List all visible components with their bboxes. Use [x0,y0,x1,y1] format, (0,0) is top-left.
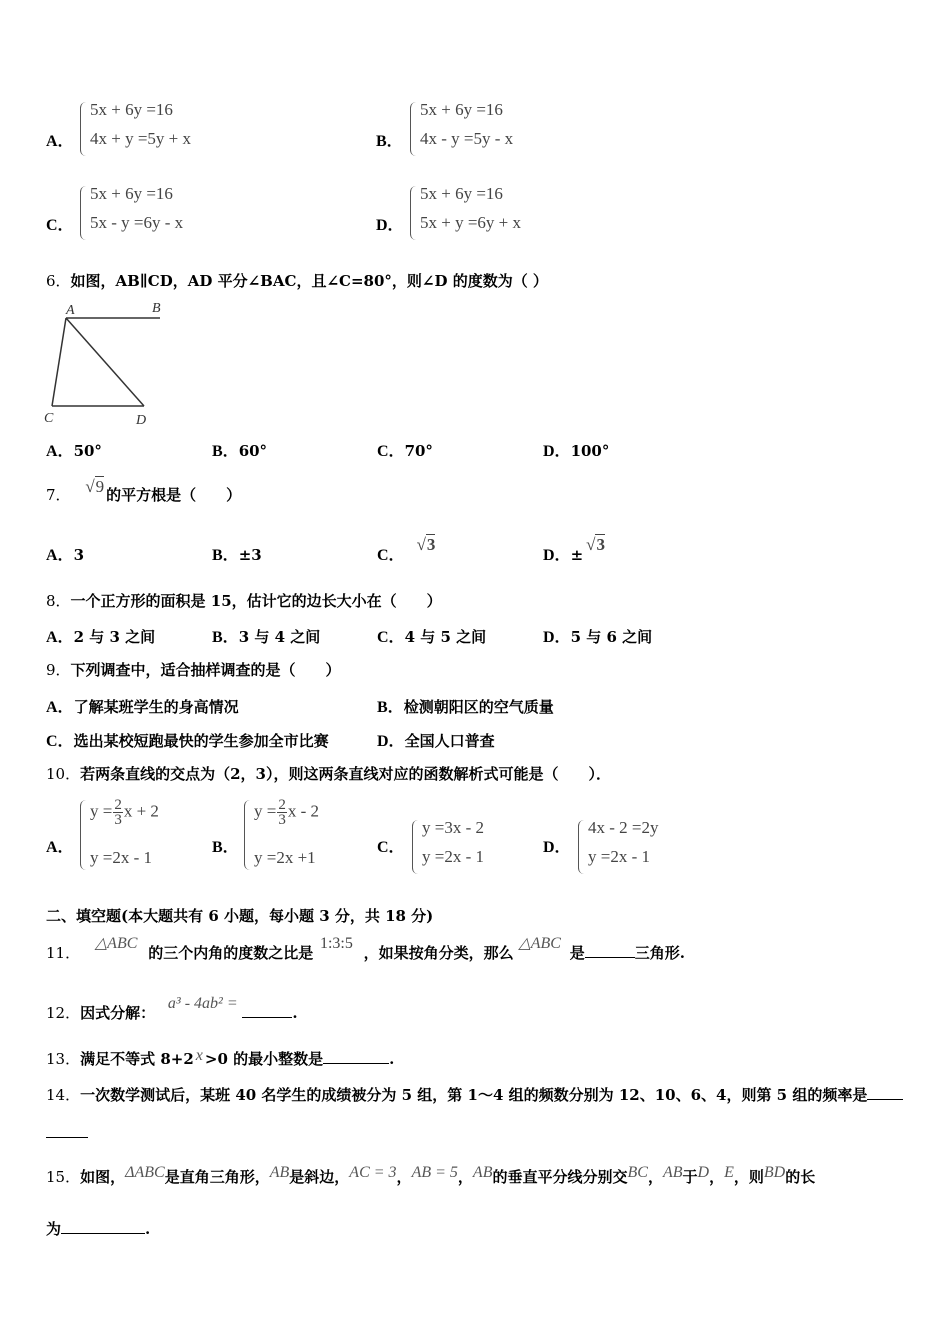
q10-d-eq2: y =2x - 1 [588,847,650,866]
q6-option-a: A．50° [46,442,102,460]
q10-d-eq1: 4x - 2 =2y [588,818,659,837]
answer-blank[interactable] [585,942,635,958]
q5-option-c-label: C． [46,217,74,234]
q6-number: 6． [46,272,71,290]
q6-option-b: B．60° [212,442,268,460]
q5-c-eq1: 5x + 6y =16 [90,184,173,203]
q5-a-eq2: 4x + y =5y + x [90,129,192,148]
q15: 15．如图，ΔABC是直角三角形，AB是斜边，AC = 3，AB = 5，AB的垂直平分线分别交BC，AB于D，E，则BD的长 [46,1164,816,1186]
q5-option-a-label: A． [46,133,74,150]
q8-option-b: B．3 与 4 之间 [212,628,321,646]
q8-stem [46,590,442,611]
q11: 11． △ABC 的三个内角的度数之比是 1:3:5 ，如果按角分类，那么 △ABC 是 三角形. [46,935,686,962]
q5-option-b-label: B． [376,133,403,150]
q5-a-eq1: 5x + 6y =16 [90,100,173,119]
label-c: C [44,411,54,426]
q8-option-c: C．4 与 5 之间 [377,628,487,646]
label-a: A [66,303,75,318]
q10-option-b-label: B． [212,839,239,856]
q5-c-eq2: 5x - y =6y - x [90,213,184,232]
sqrt-9: √9 [85,477,105,496]
q7-option-c: C．√3 [377,535,436,564]
q6-stem [46,270,548,291]
q10-option-a-label: A． [46,839,74,856]
q10-c-eq2: y =2x - 1 [422,847,484,866]
q10-number: 10． [46,765,81,783]
q15-cont: 为 . [46,1220,151,1238]
q14-blank-cont[interactable] [46,1122,88,1142]
q10-option-c-label: C． [377,839,405,856]
factor-expression: a³ - 4ab² = [167,995,238,1012]
q6-option-d: D．100° [543,442,610,460]
q6-option-c: C．70° [377,442,433,460]
q9-option-a: A．了解某班学生的身高情况 [46,698,239,716]
q7-option-d: D．±√3 [543,535,605,564]
q10-c-eq1: y =3x - 2 [422,818,484,837]
section-title: 二、填空题(本大题共有 6 小题，每小题 3 分，共 18 分) [46,907,434,925]
ratio: 1:3:5 [319,935,353,952]
label-d: D [136,413,147,428]
label-b: B [152,301,161,316]
q5-option-d-label: D． [376,217,404,234]
q6-text: 如图，AB∥CD，AD 平分∠BAC，且∠C=80°，则∠D 的度数为（ ） [70,272,548,290]
answer-blank[interactable] [867,1084,903,1100]
q5-b-eq2: 4x - y =5y - x [420,129,514,148]
q10-stem [46,763,611,784]
q6-figure [40,298,170,430]
q10-a-eq1: y = $\frac{2}{3}$ x + 2 [90,797,159,828]
sqrt-3: √3 [586,535,605,554]
q14: 14．一次数学测试后，某班 40 名学生的成绩被分为 5 组，第 1～4 组的频数分别为 12、10、6、4，则第 5 组的频率是 [46,1084,903,1105]
q10-b-eq2: y =2x +1 [254,848,316,867]
q7-number: 7． [46,486,71,504]
answer-blank[interactable] [323,1048,389,1064]
answer-blank[interactable] [242,1002,292,1018]
q7-option-a: A．3 [46,546,84,564]
q5-d-eq2: 5x + y =6y + x [420,213,522,232]
q9-option-c: C．选出某校短跑最快的学生参加全市比赛 [46,732,329,750]
q10-text: 若两条直线的交点为（2，3），则这两条直线对应的函数解析式可能是（ ）． [80,765,611,783]
q7-stem [46,477,242,505]
q10-a-eq2: y =2x - 1 [90,848,152,867]
q9-option-b: B．检测朝阳区的空气质量 [377,698,554,716]
q9-number: 9． [46,661,71,679]
q10-b-eq1: y = $\frac{2}{3}$ x - 2 [254,797,320,828]
q8-option-d: D．5 与 6 之间 [543,628,653,646]
line-ad [66,318,144,406]
triangle-abc: △ABC [94,935,138,952]
q9-text: 下列调查中，适合抽样调查的是（ ） [70,661,341,679]
q8-number: 8． [46,592,71,610]
line-ac [52,318,66,406]
q5-b-eq1: 5x + 6y =16 [420,100,503,119]
q7-option-b: B．±3 [212,546,262,564]
q9-stem [46,659,341,680]
sqrt-3: √3 [416,535,436,554]
q8-text: 一个正方形的面积是 15，估计它的边长大小在（ ） [70,592,442,610]
triangle-abc: △ABC [518,935,561,952]
q12: 12．因式分解： a³ - 4ab² = . [46,995,298,1022]
answer-blank[interactable] [61,1218,145,1234]
q9-option-d: D．全国人口普查 [377,732,495,750]
q7-text: 的平方根是（ ） [106,486,242,504]
q10-option-d-label: D． [543,839,571,856]
q13: 13．满足不等式 8+2 x >0 的最小整数是 . [46,1047,395,1068]
q8-option-a: A．2 与 3 之间 [46,628,156,646]
q5-d-eq1: 5x + 6y =16 [420,184,503,203]
